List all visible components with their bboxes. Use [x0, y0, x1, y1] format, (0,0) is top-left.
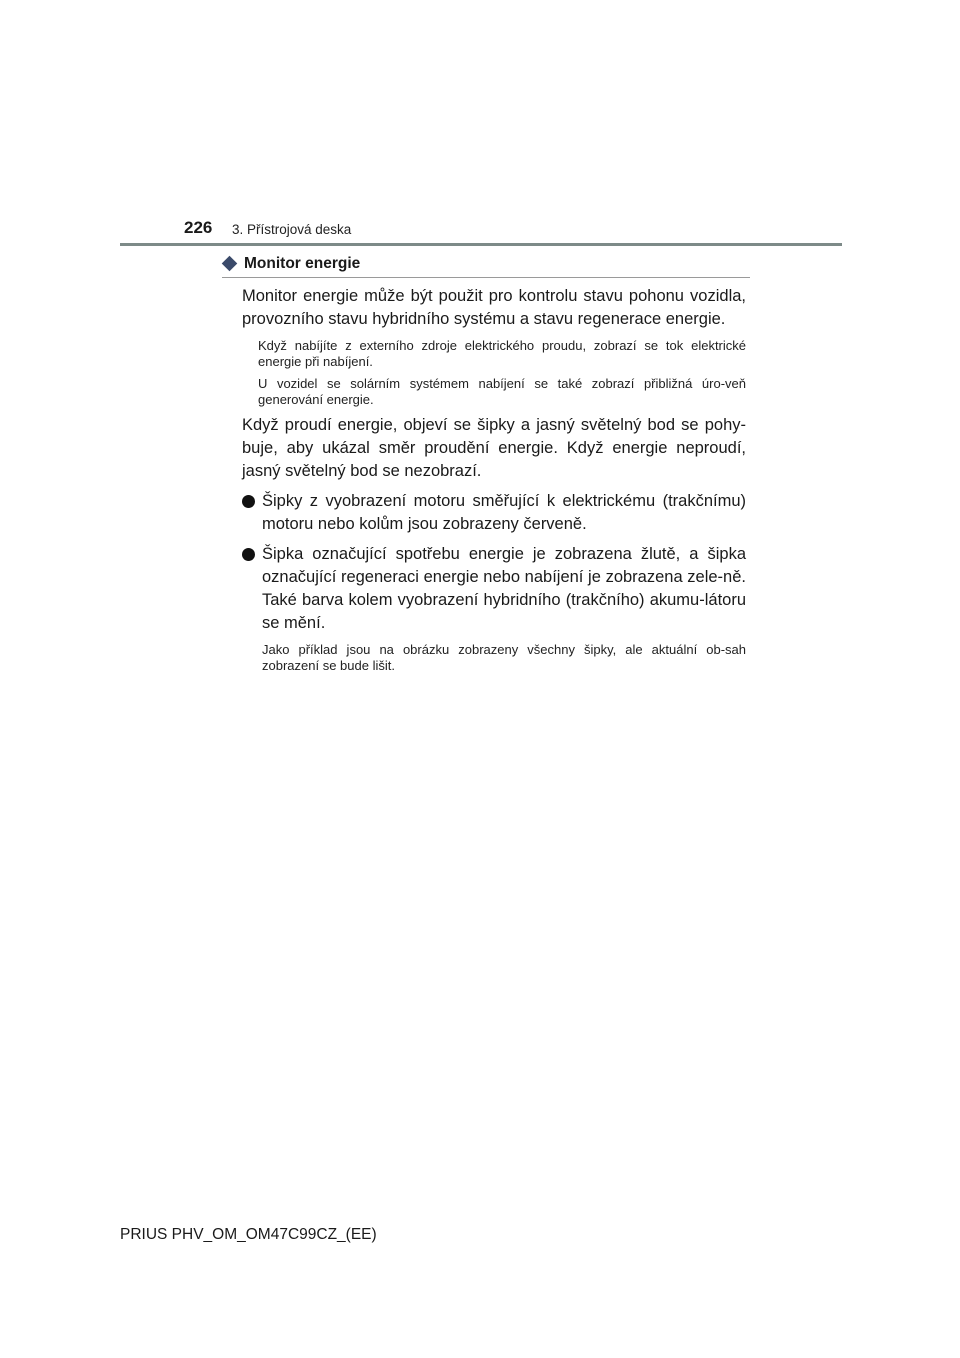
- bullet-dot-icon: [242, 495, 255, 508]
- intro-paragraph: Monitor energie může být použit pro kontrolu stavu pohonu vozidla, provozního stavu hybridního systému a stavu regenerace energie.: [242, 287, 746, 328]
- header-divider: [120, 243, 842, 246]
- footer-doc-code: PRIUS PHV_OM_OM47C99CZ_(EE): [120, 1226, 377, 1243]
- note-charging: Když nabíjíte z externího zdroje elektrického proudu, zobrazí se tok elektrické energie při nabíjení.: [258, 338, 746, 369]
- section-title: Monitor energie: [244, 255, 361, 272]
- section-body: [242, 285, 746, 680]
- bullet-dot-icon: [242, 548, 255, 561]
- flow-paragraph: Když proudí energie, objeví se šipky a jasný světelný bod se pohy-buje, aby ukázal směr proudění energie. Když energie neproudí, jasný světelný bod se nezobrazí.: [242, 416, 746, 480]
- bullet-item: [242, 490, 746, 536]
- bullet-item: [242, 543, 746, 635]
- section-heading: [222, 255, 750, 278]
- note-solar: U vozidel se solárním systémem nabíjení se také zobrazí přibližná úro-veň generování energie.: [258, 376, 746, 407]
- bullet-text: Šipky z vyobrazení motoru směřující k elektrickému (trakčnímu) motoru nebo kolům jsou zobrazeny červeně.: [262, 492, 746, 533]
- note-example: Jako příklad jsou na obrázku zobrazeny všechny šipky, ale aktuální ob-sah zobrazení se bude lišit.: [262, 642, 746, 673]
- diamond-icon: [222, 256, 238, 272]
- chapter-title: 3. Přístrojová deska: [232, 222, 352, 237]
- page-number: 226: [184, 218, 213, 237]
- bullet-text: Šipka označující spotřebu energie je zobrazena žlutě, a šipka označující regeneraci energie nebo nabíjení je zobrazena zele-ně. Také barva kolem vyobrazení hybridního (trakčního) akumu-látoru se mění.: [262, 545, 746, 632]
